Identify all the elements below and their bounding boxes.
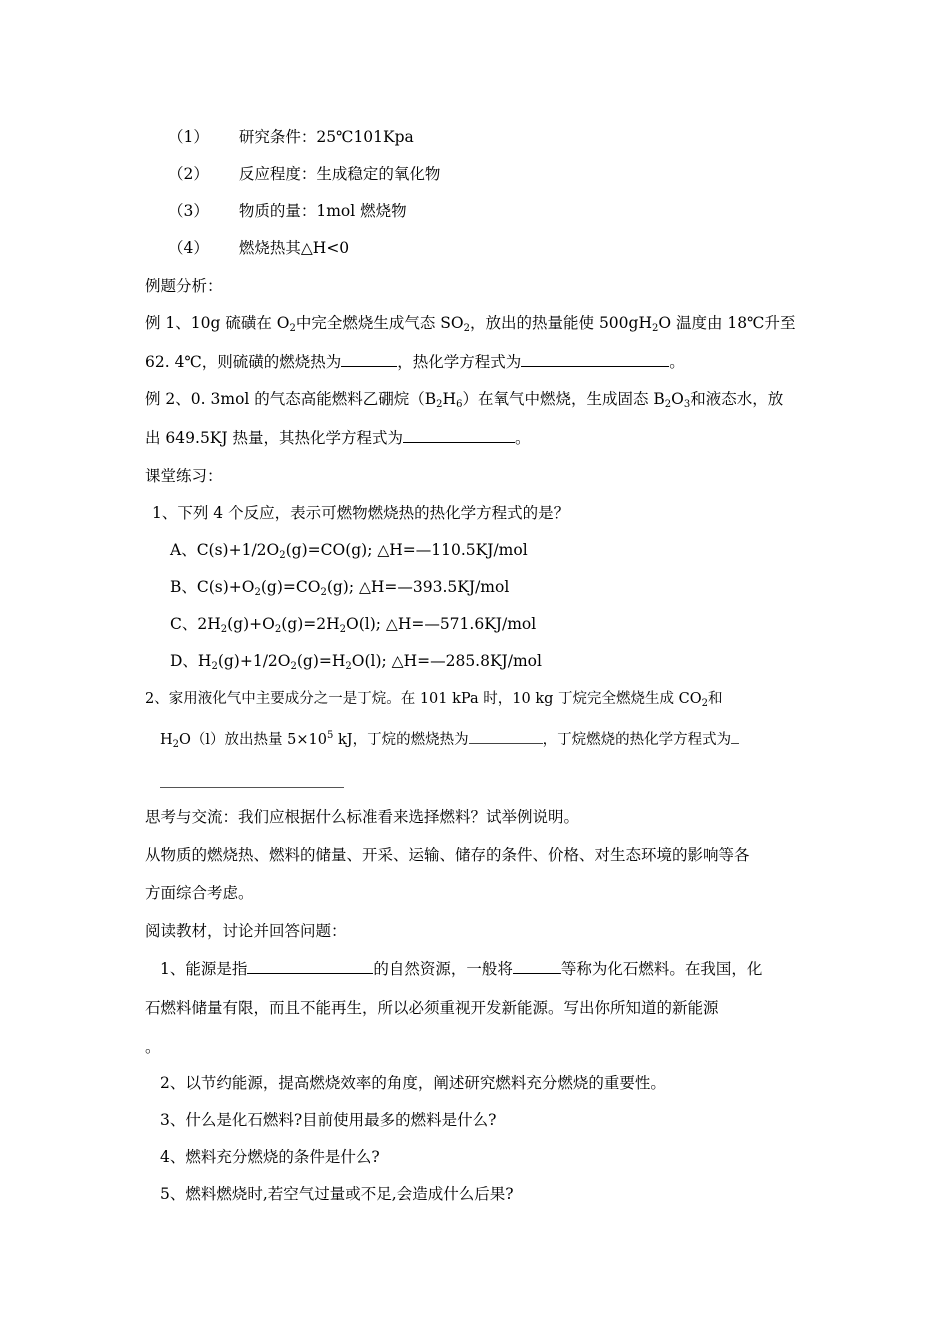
answer-line-butane-equation[interactable] xyxy=(160,787,344,788)
answer-blank-butane-equation[interactable] xyxy=(731,729,739,744)
reading-q5: 5、燃料燃烧时,若空气过量或不足,会造成什么后果? xyxy=(160,1185,514,1203)
think-answer-line-2: 方面综合考虑。 xyxy=(145,884,254,902)
answer-blank-equation-2[interactable] xyxy=(403,428,515,443)
answer-blank-butane-heat[interactable] xyxy=(469,729,543,744)
answer-blank-heat[interactable] xyxy=(341,352,397,367)
reading-q1-line-1: 1、能源是指 的自然资源，一般将 等称为化石燃料。在我国，化 xyxy=(160,960,763,978)
question-1-stem: 1、下列 4 个反应，表示可燃物燃烧热的热化学方程式的是？ xyxy=(152,504,570,522)
option-b: B、$C(s)+O_2(g)=CO_2(g)$; △H=—393.5KJ/mol xyxy=(170,578,510,598)
reading-heading: 阅读教材，讨论并回答问题： xyxy=(145,922,347,940)
question-2-line-2: $H_2O(l)$放出热量 $5\times 10^5$ kJ，丁烷的燃烧热为 ，丁烷燃烧的热化学方程式为 xyxy=(160,729,739,750)
example-1-line-2: 62. 4℃，则硫磺的燃烧热为 ，热化学方程式为 。 xyxy=(145,353,685,371)
condition-2: （2） 反应程度：生成稳定的氧化物 xyxy=(168,165,441,183)
practice-heading: 课堂练习： xyxy=(145,467,223,485)
think-answer-line-1: 从物质的燃烧热、燃料的储量、开采、运输、储存的条件、价格、对生态环境的影响等各 xyxy=(145,846,750,864)
example-2-line-2: 出 649.5KJ 热量，其热化学方程式为 。 xyxy=(145,429,531,447)
think-question: 思考与交流：我们应根据什么标准看来选择燃料？试举例说明。 xyxy=(145,808,580,826)
example-2-line-1: 例 2、0. 3mol 的气态高能燃料乙硼烷$(B_2H_6)$在氧气中燃烧，生成固态 $B_2O_3$和液态水，放 xyxy=(145,390,784,410)
example-1-line-1: 例 1、10g 硫磺在 $O_2$中完全燃烧生成气态 $SO_2$，放出的热量能使 $500gH_2O$ 温度由 18℃升至 xyxy=(145,314,796,334)
example-heading: 例题分析： xyxy=(145,277,223,295)
condition-3: （3） 物质的量：1mol 燃烧物 xyxy=(168,202,407,220)
reading-q4: 4、燃料充分燃烧的条件是什么? xyxy=(160,1148,380,1166)
option-d: D、$H_2(g)+1/2O_2(g)=H_2O(l)$; △H=—285.8KJ/mol xyxy=(170,652,542,672)
reading-q1-line-3: 。 xyxy=(145,1038,161,1056)
option-c: C、$2H_2(g)+O_2(g)=2H_2O(l)$; △H=—571.6KJ/mol xyxy=(170,615,537,635)
answer-blank-energy-def[interactable] xyxy=(247,959,373,974)
reading-q3: 3、什么是化石燃料?目前使用最多的燃料是什么? xyxy=(160,1111,497,1129)
option-a: A、$C(s)+1/2O_2(g)=CO(g)$; △H=—110.5KJ/mol xyxy=(170,541,528,561)
reading-q2: 2、以节约能源，提高燃烧效率的角度，阐述研究燃料充分燃烧的重要性。 xyxy=(160,1074,666,1092)
reading-q1-line-2: 石燃料储量有限，而且不能再生，所以必须重视开发新能源。写出你所知道的新能源 xyxy=(145,999,719,1017)
condition-4: （4） 燃烧热其△H<0 xyxy=(168,239,350,257)
condition-1: （1） 研究条件：25℃101Kpa xyxy=(168,128,414,146)
answer-blank-fossil[interactable] xyxy=(513,959,561,974)
answer-blank-equation[interactable] xyxy=(521,352,669,367)
question-2-line-1: 2、家用液化气中主要成分之一是丁烷。在 101 kPa 时，10 kg 丁烷完全燃烧生成 $CO_2$和 xyxy=(145,691,723,709)
